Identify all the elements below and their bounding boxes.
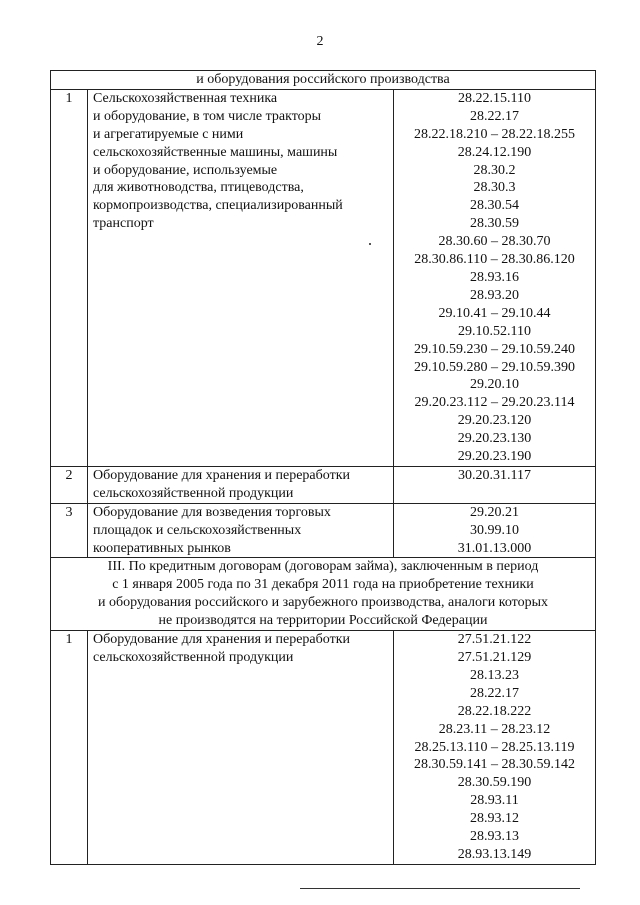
- row-equipment-name: [88, 89, 394, 466]
- row-codes: [394, 631, 596, 865]
- footer-rule: [300, 888, 580, 889]
- okp-code: 28.93.11: [470, 793, 519, 809]
- okp-code: 28.22.17: [470, 685, 519, 701]
- row-number: 2: [51, 466, 88, 503]
- okp-code: 28.22.18.222: [457, 703, 532, 719]
- okp-code: 28.30.86.110 – 28.30.86.120: [414, 252, 575, 268]
- okp-code: 28.30.2: [473, 162, 516, 178]
- row-equipment-name: [88, 503, 394, 558]
- okp-code: 28.30.54: [470, 198, 519, 214]
- okp-code: 28.93.13.149: [457, 846, 532, 862]
- continuation-header-row: [51, 71, 596, 90]
- okp-code: 28.24.12.190: [457, 144, 532, 160]
- table-row: [51, 466, 596, 503]
- equipment-name-text: Оборудование для хранения и переработки сельскохозяйственной продукции: [93, 467, 350, 501]
- okp-code: 29.10.52.110: [458, 323, 531, 339]
- section-iii-heading: [51, 558, 596, 631]
- scan-speck: [369, 243, 371, 245]
- equipment-name-text: Сельскохозяйственная техника и оборудование, в том числе тракторы и агрегатируемые с ними сельскохозяйственные машины, машины и оборудование, используемые для животноводства, птицеводства, кормопроизводства, специализированный транспорт: [93, 90, 343, 232]
- row-equipment-name: [88, 631, 394, 865]
- okp-code: 28.93.16: [470, 269, 519, 285]
- okp-code: 28.30.59: [470, 216, 519, 232]
- okp-code: 29.20.10: [470, 377, 519, 393]
- okp-code: 28.22.15.110: [458, 90, 531, 106]
- okp-code: 30.20.31.117: [458, 467, 531, 483]
- equipment-name-text: Оборудование для возведения торговых площадок и сельскохозяйственных кооперативных рынков: [93, 504, 331, 556]
- row-equipment-name: [88, 466, 394, 503]
- okp-code: 31.01.13.000: [457, 540, 532, 556]
- okp-code: 29.20.23.130: [457, 431, 532, 447]
- row-codes: [394, 503, 596, 558]
- row-number: 1: [51, 631, 88, 865]
- row-number: 1: [51, 89, 88, 466]
- okp-code: 27.51.21.129: [457, 650, 532, 665]
- okp-code: 28.93.13: [470, 829, 519, 845]
- row-codes: [394, 466, 596, 503]
- row-codes: [394, 89, 596, 466]
- okp-code: 29.20.21: [470, 504, 519, 520]
- okp-code: 28.30.59.190: [457, 775, 532, 791]
- okp-code: 29.10.59.280 – 29.10.59.390: [414, 359, 575, 375]
- section-heading-line: с 1 января 2005 года по 31 декабря 2011 года на приобретение техники: [112, 577, 534, 593]
- okp-code: 28.93.12: [470, 811, 519, 827]
- okp-code: 28.93.20: [470, 287, 519, 303]
- equipment-table: [50, 70, 596, 865]
- section-heading-line: и оборудования российского и зарубежного производства, аналоги которых: [97, 595, 548, 611]
- row-number: 3: [51, 503, 88, 558]
- okp-code: 29.20.23.120: [457, 413, 532, 429]
- table-row: [51, 503, 596, 558]
- okp-code: 30.99.10: [470, 522, 519, 538]
- okp-code: 28.30.60 – 28.30.70: [438, 234, 551, 250]
- equipment-name-text: Оборудование для хранения и переработки сельскохозяйственной продукции: [93, 632, 350, 665]
- okp-code: 28.22.17: [470, 108, 519, 124]
- okp-code: 28.23.11 – 28.23.12: [438, 721, 551, 737]
- okp-code: 29.10.59.230 – 29.10.59.240: [414, 341, 575, 357]
- okp-code: 27.51.21.122: [457, 632, 532, 648]
- okp-code: 28.30.59.141 – 28.30.59.142: [414, 757, 575, 773]
- table-row: [51, 89, 596, 466]
- continuation-header: и оборудования российского производства: [51, 71, 596, 90]
- section-iii-header-row: [51, 558, 596, 631]
- okp-code: 28.30.3: [473, 180, 516, 196]
- okp-code: 29.20.23.112 – 29.20.23.114: [414, 395, 575, 411]
- page-number: 2: [316, 34, 324, 49]
- okp-code: 29.20.23.190: [457, 449, 532, 465]
- section-heading-line: III. По кредитным договорам (договорам займа), заключенным в период: [107, 559, 539, 575]
- section-heading-line: не производятся на территории Российской Федерации: [158, 613, 488, 629]
- table-row: [51, 631, 596, 865]
- okp-code: 28.13.23: [470, 667, 519, 683]
- okp-code: 28.22.18.210 – 28.22.18.255: [414, 126, 575, 142]
- okp-code: 28.25.13.110 – 28.25.13.119: [414, 739, 575, 755]
- okp-code: 29.10.41 – 29.10.44: [438, 305, 551, 321]
